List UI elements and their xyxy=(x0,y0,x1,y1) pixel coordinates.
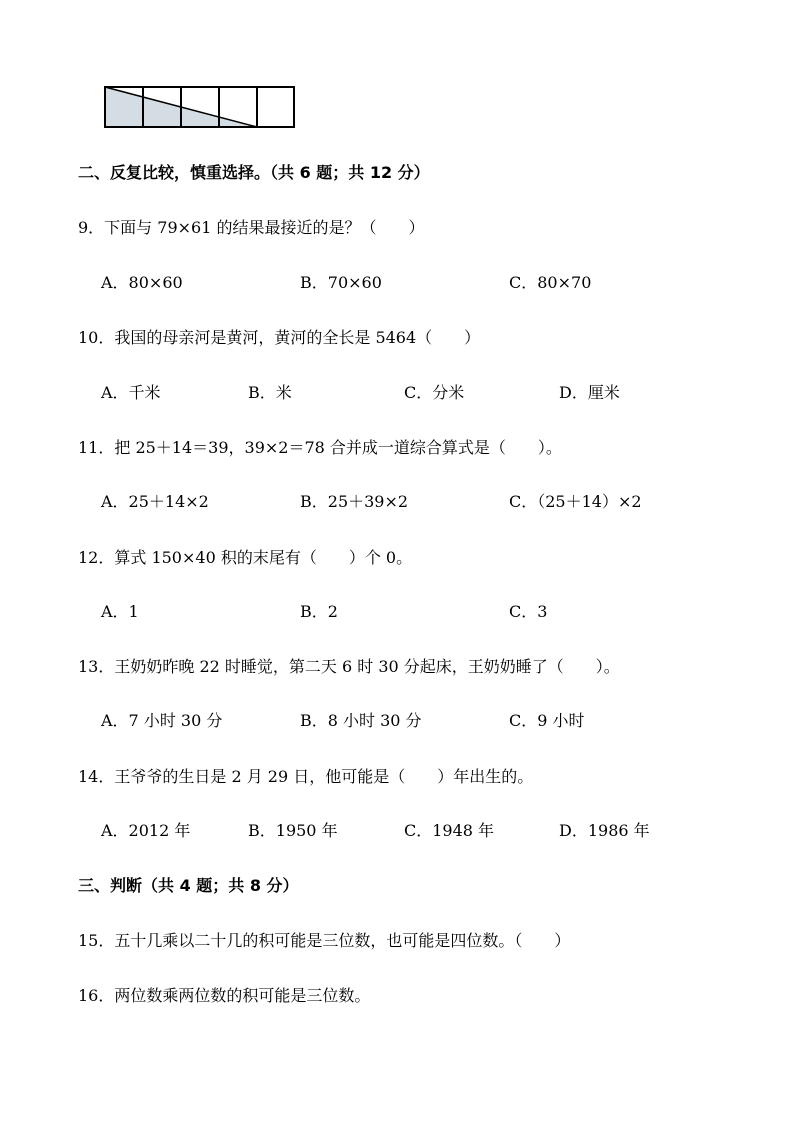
q10-option-a: A．千米 xyxy=(101,383,161,402)
q13-option-a: A．7 小时 30 分 xyxy=(101,711,223,730)
fraction-strip-svg xyxy=(104,86,296,130)
q14-option-a: A．2012 年 xyxy=(101,821,191,840)
question-10: 10．我国的母亲河是黄河，黄河的全长是 5464（ ） xyxy=(78,328,481,347)
question-9: 9．下面与 79×61 的结果最接近的是？（ ） xyxy=(78,218,425,237)
q10-option-b: B．米 xyxy=(248,383,292,402)
q11-option-b: B．25＋39×2 xyxy=(300,492,409,511)
q14-option-b: B．1950 年 xyxy=(248,821,338,840)
q9-option-c: C．80×70 xyxy=(509,273,592,292)
question-13: 13．王奶奶昨晚 22 时睡觉，第二天 6 时 30 分起床，王奶奶睡了（ ）。 xyxy=(78,657,620,676)
section-2-heading: 二、反复比较，慎重选择。（共 6 题；共 12 分） xyxy=(78,163,430,182)
q9-option-a: A．80×60 xyxy=(101,273,183,292)
q10-option-d: D．厘米 xyxy=(559,383,620,402)
q9-option-b: B．70×60 xyxy=(300,273,382,292)
question-11: 11．把 25＋14＝39，39×2＝78 合并成一道综合算式是（ ）。 xyxy=(78,438,562,457)
question-16: 16．两位数乘两位数的积可能是三位数。 xyxy=(78,986,371,1005)
q11-option-c: C．（25＋14）×2 xyxy=(509,492,642,511)
question-15: 15．五十几乘以二十几的积可能是三位数，也可能是四位数。（ ） xyxy=(78,931,571,950)
q12-option-b: B．2 xyxy=(300,602,338,621)
q13-option-c: C．9 小时 xyxy=(509,711,585,730)
question-14: 14．王爷爷的生日是 2 月 29 日，他可能是（ ）年出生的。 xyxy=(78,767,534,786)
question-12: 12．算式 150×40 积的末尾有（ ）个 0。 xyxy=(78,548,413,567)
q10-option-c: C．分米 xyxy=(404,383,465,402)
q13-option-b: B．8 小时 30 分 xyxy=(300,711,422,730)
fraction-strip-figure xyxy=(104,86,296,134)
q11-option-a: A．25＋14×2 xyxy=(101,492,209,511)
q12-option-c: C．3 xyxy=(509,602,548,621)
q14-option-d: D．1986 年 xyxy=(559,821,650,840)
q12-option-a: A．1 xyxy=(101,602,139,621)
q14-option-c: C．1948 年 xyxy=(404,821,495,840)
section-3-heading: 三、判断（共 4 题；共 8 分） xyxy=(78,876,299,895)
